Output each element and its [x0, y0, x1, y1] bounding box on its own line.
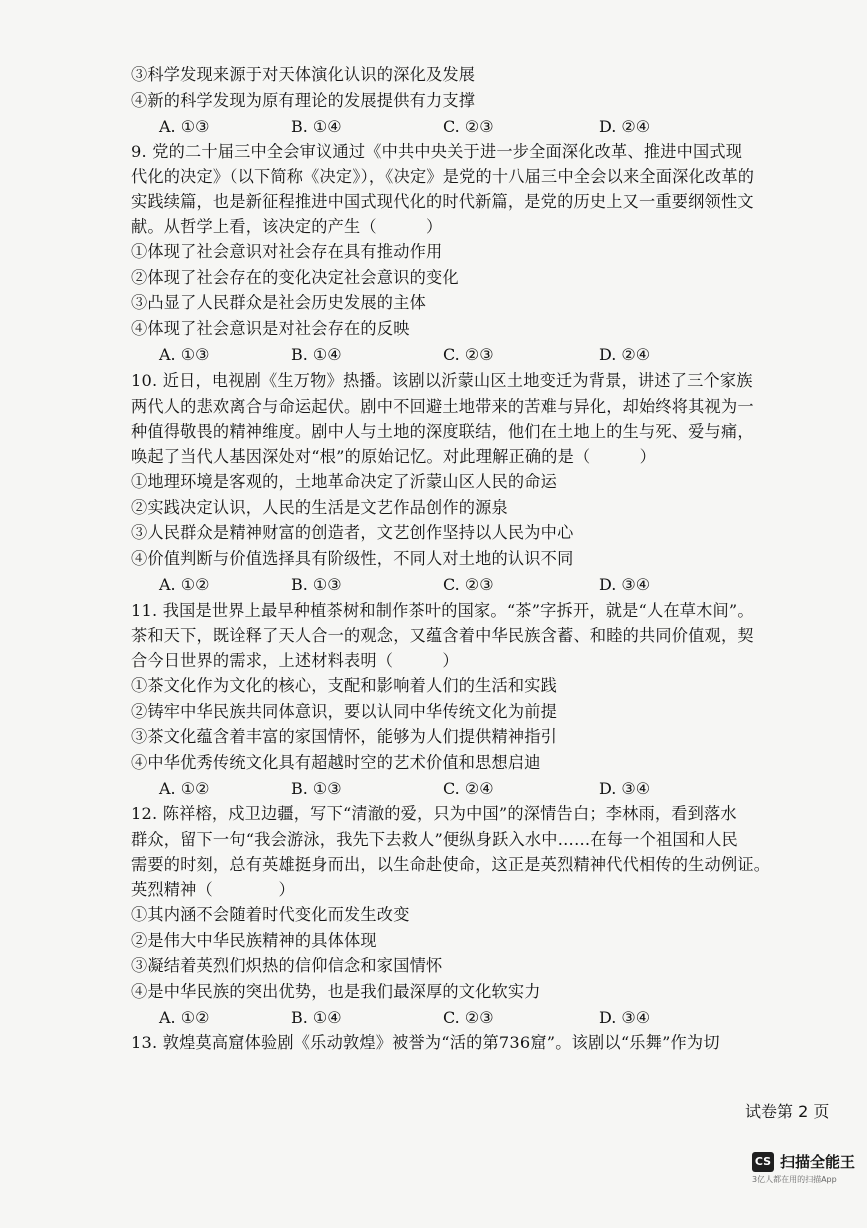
q9-item-4: ④体现了社会意识是对社会存在的反映 — [131, 319, 410, 338]
q10-option-b: B. ①③ — [291, 575, 342, 594]
q12-option-d: D. ③④ — [599, 1008, 651, 1027]
scanner-watermark — [752, 1152, 862, 1192]
q8-options — [159, 116, 759, 138]
q8-option-a: A. ①③ — [159, 117, 210, 136]
q9-option-c: C. ②③ — [443, 345, 494, 364]
q9-stem-line-1: 9. 党的二十届三中全会审议通过《中共中央关于进一步全面深化改革、推进中国式现 — [131, 142, 743, 161]
q9-option-a: A. ①③ — [159, 345, 210, 364]
q11-options — [159, 778, 759, 800]
q9-stem-line-2: 代化的决定》（以下简称《决定》），《决定》是党的十八届三中全会以来全面深化改革的 — [131, 167, 755, 186]
scanner-brand-name: 扫描全能王 — [780, 1153, 856, 1171]
q10-option-c: C. ②③ — [443, 575, 494, 594]
q10-stem-line-2: 两代人的悲欢离合与命运起伏。剧中不回避土地带来的苦难与异化，却始终将其视为一 — [131, 397, 754, 416]
q12-options — [159, 1007, 759, 1029]
q11-stem-line-3: 合今日世界的需求，上述材料表明（ ） — [131, 651, 459, 670]
scanner-brand-tagline: 3亿人都在用的扫描App — [752, 1175, 837, 1184]
q10-item-1: ①地理环境是客观的，土地革命决定了沂蒙山区人民的命运 — [131, 472, 558, 491]
q10-item-2: ②实践决定认识，人民的生活是文艺作品创作的源泉 — [131, 498, 508, 517]
q9-item-1: ①体现了社会意识对社会存在具有推动作用 — [131, 242, 443, 261]
q12-stem-line-3: 需要的时刻，总有英雄挺身而出，以生命赴使命，这正是英烈精神代代相传的生动例证。 — [131, 855, 771, 874]
q9-options — [159, 344, 759, 366]
q10-stem-line-4: 唤起了当代人基因深处对“根”的原始记忆。对此理解正确的是（ ） — [131, 447, 656, 466]
q10-stem-line-1: 10. 近日，电视剧《生万物》热播。该剧以沂蒙山区土地变迁为背景，讲述了三个家族 — [131, 371, 753, 390]
q11-item-4: ④中华优秀传统文化具有超越时空的艺术价值和思想启迪 — [131, 753, 541, 772]
q8-item-3: ③科学发现来源于对天体演化认识的深化及发展 — [131, 65, 476, 84]
q12-stem-line-4: 英烈精神（ ） — [131, 880, 295, 899]
q8-option-d: D. ②④ — [599, 117, 651, 136]
q11-option-a: A. ①② — [159, 779, 210, 798]
q9-item-3: ③凸显了人民群众是社会历史发展的主体 — [131, 293, 426, 312]
q12-item-4: ④是中华民族的突出优势，也是我们最深厚的文化软实力 — [131, 982, 541, 1001]
q9-option-d: D. ②④ — [599, 345, 651, 364]
q11-option-c: C. ②④ — [443, 779, 494, 798]
q11-option-b: B. ①③ — [291, 779, 342, 798]
scanner-logo-icon: CS — [752, 1152, 774, 1172]
q12-item-3: ③凝结着英烈们炽热的信仰信念和家国情怀 — [131, 956, 443, 975]
q12-option-b: B. ①④ — [291, 1008, 342, 1027]
q12-option-c: C. ②③ — [443, 1008, 494, 1027]
q12-stem-line-2: 群众，留下一句“我会游泳，我先下去救人”便纵身跃入水中……在每一个祖国和人民 — [131, 830, 738, 849]
q8-item-4: ④新的科学发现为原有理论的发展提供有力支撑 — [131, 91, 476, 110]
q11-option-d: D. ③④ — [599, 779, 651, 798]
page-number: 试卷第 2 页 — [745, 1102, 830, 1121]
q9-option-b: B. ①④ — [291, 345, 342, 364]
q9-stem-line-4: 献。从哲学上看，该决定的产生（ ） — [131, 217, 443, 236]
q10-option-d: D. ③④ — [599, 575, 651, 594]
q9-item-2: ②体现了社会存在的变化决定社会意识的变化 — [131, 268, 459, 287]
q11-item-1: ①茶文化作为文化的核心，支配和影响着人们的生活和实践 — [131, 676, 558, 695]
q8-option-b: B. ①④ — [291, 117, 342, 136]
q10-stem-line-3: 种值得敬畏的精神维度。剧中人与土地的深度联结，他们在土地上的生与死、爱与痛， — [131, 422, 754, 441]
q13-stem-line-1: 13. 敦煌莫高窟体验剧《乐动敦煌》被誉为“活的第736窟”。该剧以“乐舞”作为切 — [131, 1033, 720, 1052]
q11-item-3: ③茶文化蕴含着丰富的家国情怀，能够为人们提供精神指引 — [131, 727, 558, 746]
q12-item-1: ①其内涵不会随着时代变化而发生改变 — [131, 905, 410, 924]
q10-options — [159, 574, 759, 596]
q12-option-a: A. ①② — [159, 1008, 210, 1027]
q12-item-2: ②是伟大中华民族精神的具体体现 — [131, 931, 377, 950]
q11-item-2: ②铸牢中华民族共同体意识，要以认同中华传统文化为前提 — [131, 702, 558, 721]
q9-stem-line-3: 实践续篇，也是新征程推进中国式现代化的时代新篇，是党的历史上又一重要纲领性文 — [131, 192, 754, 211]
q12-stem-line-1: 12. 陈祥榕，戍卫边疆，写下“清澈的爱，只为中国”的深情告白；李林雨，看到落水 — [131, 804, 737, 823]
q11-stem-line-1: 11. 我国是世界上最早种植茶树和制作茶叶的国家。“茶”字拆开，就是“人在草木间”。 — [131, 601, 754, 620]
q10-item-4: ④价值判断与价值选择具有阶级性，不同人对土地的认识不同 — [131, 549, 574, 568]
q11-stem-line-2: 茶和天下，既诠释了天人合一的观念，又蕴含着中华民族含蓄、和睦的共同价值观，契 — [131, 626, 754, 645]
q10-option-a: A. ①② — [159, 575, 210, 594]
q10-item-3: ③人民群众是精神财富的创造者，文艺创作坚持以人民为中心 — [131, 523, 574, 542]
q8-option-c: C. ②③ — [443, 117, 494, 136]
